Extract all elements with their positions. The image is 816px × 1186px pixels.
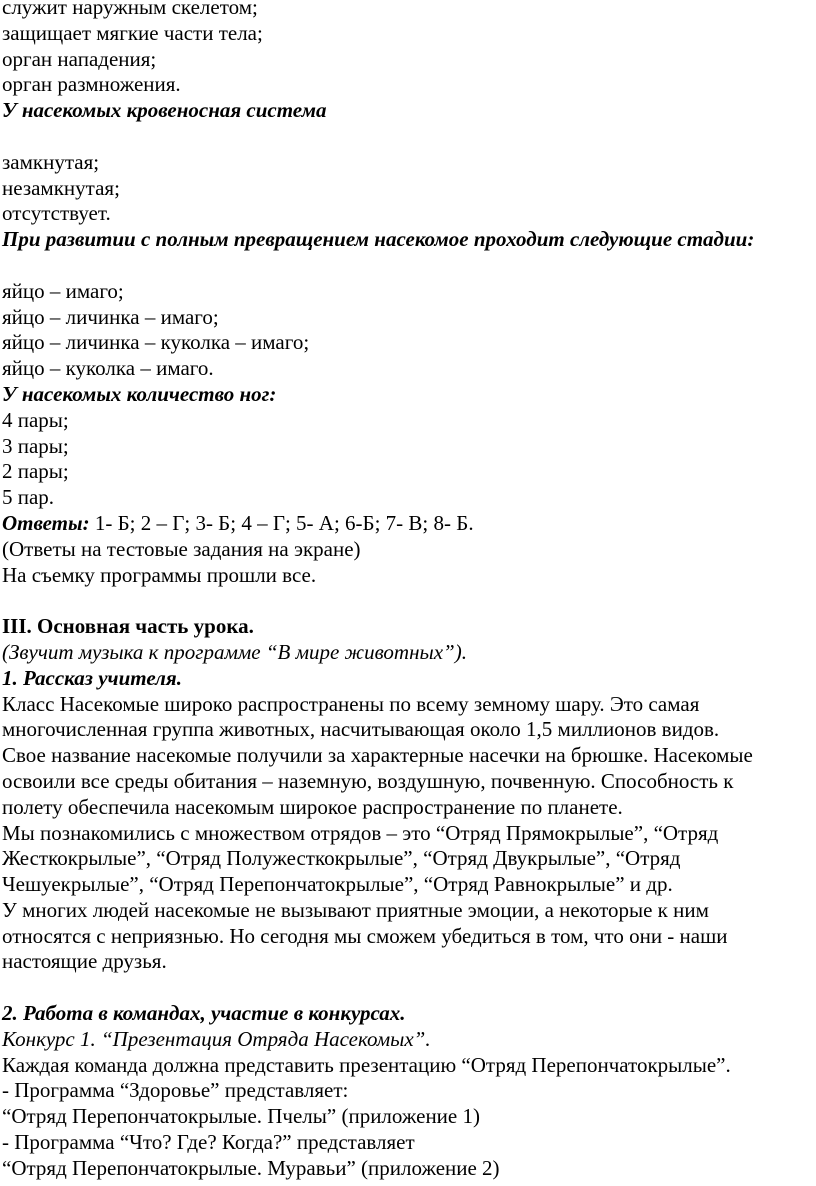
blank-line — [2, 975, 816, 1001]
text-line: Свое название насекомые получили за характерные насечки на брюшке. Насекомые — [2, 743, 753, 768]
text-line: 5 пар. — [2, 485, 55, 510]
text-line: многочисленная группа животных, насчитывающая около 1,5 миллионов видов. — [2, 717, 720, 742]
text-line: У многих людей насекомые не вызывают приятные эмоции, а некоторые к ним — [2, 897, 709, 922]
text-line: Класс Насекомые широко распространены по всему земному шару. Это самая — [2, 691, 700, 716]
text-line: На съемку программы прошли все. — [2, 562, 317, 587]
text-line: орган нападения; — [2, 46, 157, 71]
text-line: яйцо – имаго; — [2, 278, 124, 303]
text-line: - Программа “Здоровье” представляет: — [2, 1078, 349, 1103]
text-line: орган размножения. — [2, 72, 181, 97]
text-line: отсутствует. — [2, 201, 111, 226]
text-line: (Звучит музыка к программе “В мире животных”). — [2, 639, 467, 664]
section-heading: У насекомых количество ног: — [2, 381, 277, 406]
document-body — [2, 0, 816, 1182]
blank-line — [2, 253, 816, 279]
text-line: яйцо – личинка – куколка – имаго; — [2, 330, 310, 355]
text-line: защищает мягкие части тела; — [2, 20, 263, 45]
text-line: Конкурс 1. “Презентация Отряда Насекомых”. — [2, 1026, 431, 1051]
text-line: полету обеспечила насекомым широкое распространение по планете. — [2, 794, 623, 819]
text-line: Жесткокрылые”, “Отряд Полужесткокрылые”, “Отряд Двукрылые”, “Отряд — [2, 846, 681, 871]
text-line: “Отряд Перепончатокрылые. Муравьи” (приложение 2) — [2, 1155, 500, 1180]
section-heading: 1. Рассказ учителя. — [2, 665, 182, 690]
text-line: яйцо – куколка – имаго. — [2, 356, 214, 381]
text-line: освоили все среды обитания – наземную, воздушную, почвенную. Способность к — [2, 768, 734, 793]
section-heading: При развитии с полным превращением насекомое проходит следующие стадии: — [2, 227, 755, 252]
text-line: “Отряд Перепончатокрылые. Пчелы” (приложение 1) — [2, 1104, 480, 1129]
text-line: 4 пары; — [2, 407, 69, 432]
section-heading: У насекомых кровеносная система — [2, 98, 327, 123]
text-line: 2 пары; — [2, 459, 69, 484]
text-line: 3 пары; — [2, 433, 69, 458]
blank-line — [2, 588, 816, 614]
text-line: настоящие друзья. — [2, 949, 167, 974]
text-line: незамкнутая; — [2, 175, 120, 200]
text-line: служит наружным скелетом; — [2, 0, 258, 19]
answers-text: 1- Б; 2 – Г; 3- Б; 4 – Г; 5- А; 6-Б; 7- В; 8- Б. — [89, 510, 474, 535]
text-line: яйцо – личинка – имаго; — [2, 304, 219, 329]
text-line: замкнутая; — [2, 149, 100, 174]
text-line: (Ответы на тестовые задания на экране) — [2, 536, 361, 561]
section-heading: 2. Работа в командах, участие в конкурсах. — [2, 1001, 406, 1026]
text-line: - Программа “Что? Где? Когда?” представляет — [2, 1130, 415, 1155]
text-line: Каждая команда должна представить презентацию “Отряд Перепончатокрылые”. — [2, 1052, 731, 1077]
text-line: Мы познакомились с множеством отрядов – это “Отряд Прямокрылые”, “Отряд — [2, 820, 719, 845]
text-line — [2, 511, 816, 537]
section-heading: III. Основная часть урока. — [2, 614, 254, 639]
text-line: относятся с неприязнью. Но сегодня мы сможем убедиться в том, что они - наши — [2, 923, 728, 948]
blank-line — [2, 124, 816, 150]
text-line: Чешуекрылые”, “Отряд Перепончатокрылые”, “Отряд Равнокрылые” и др. — [2, 872, 673, 897]
answers-label: Ответы: — [2, 510, 90, 535]
